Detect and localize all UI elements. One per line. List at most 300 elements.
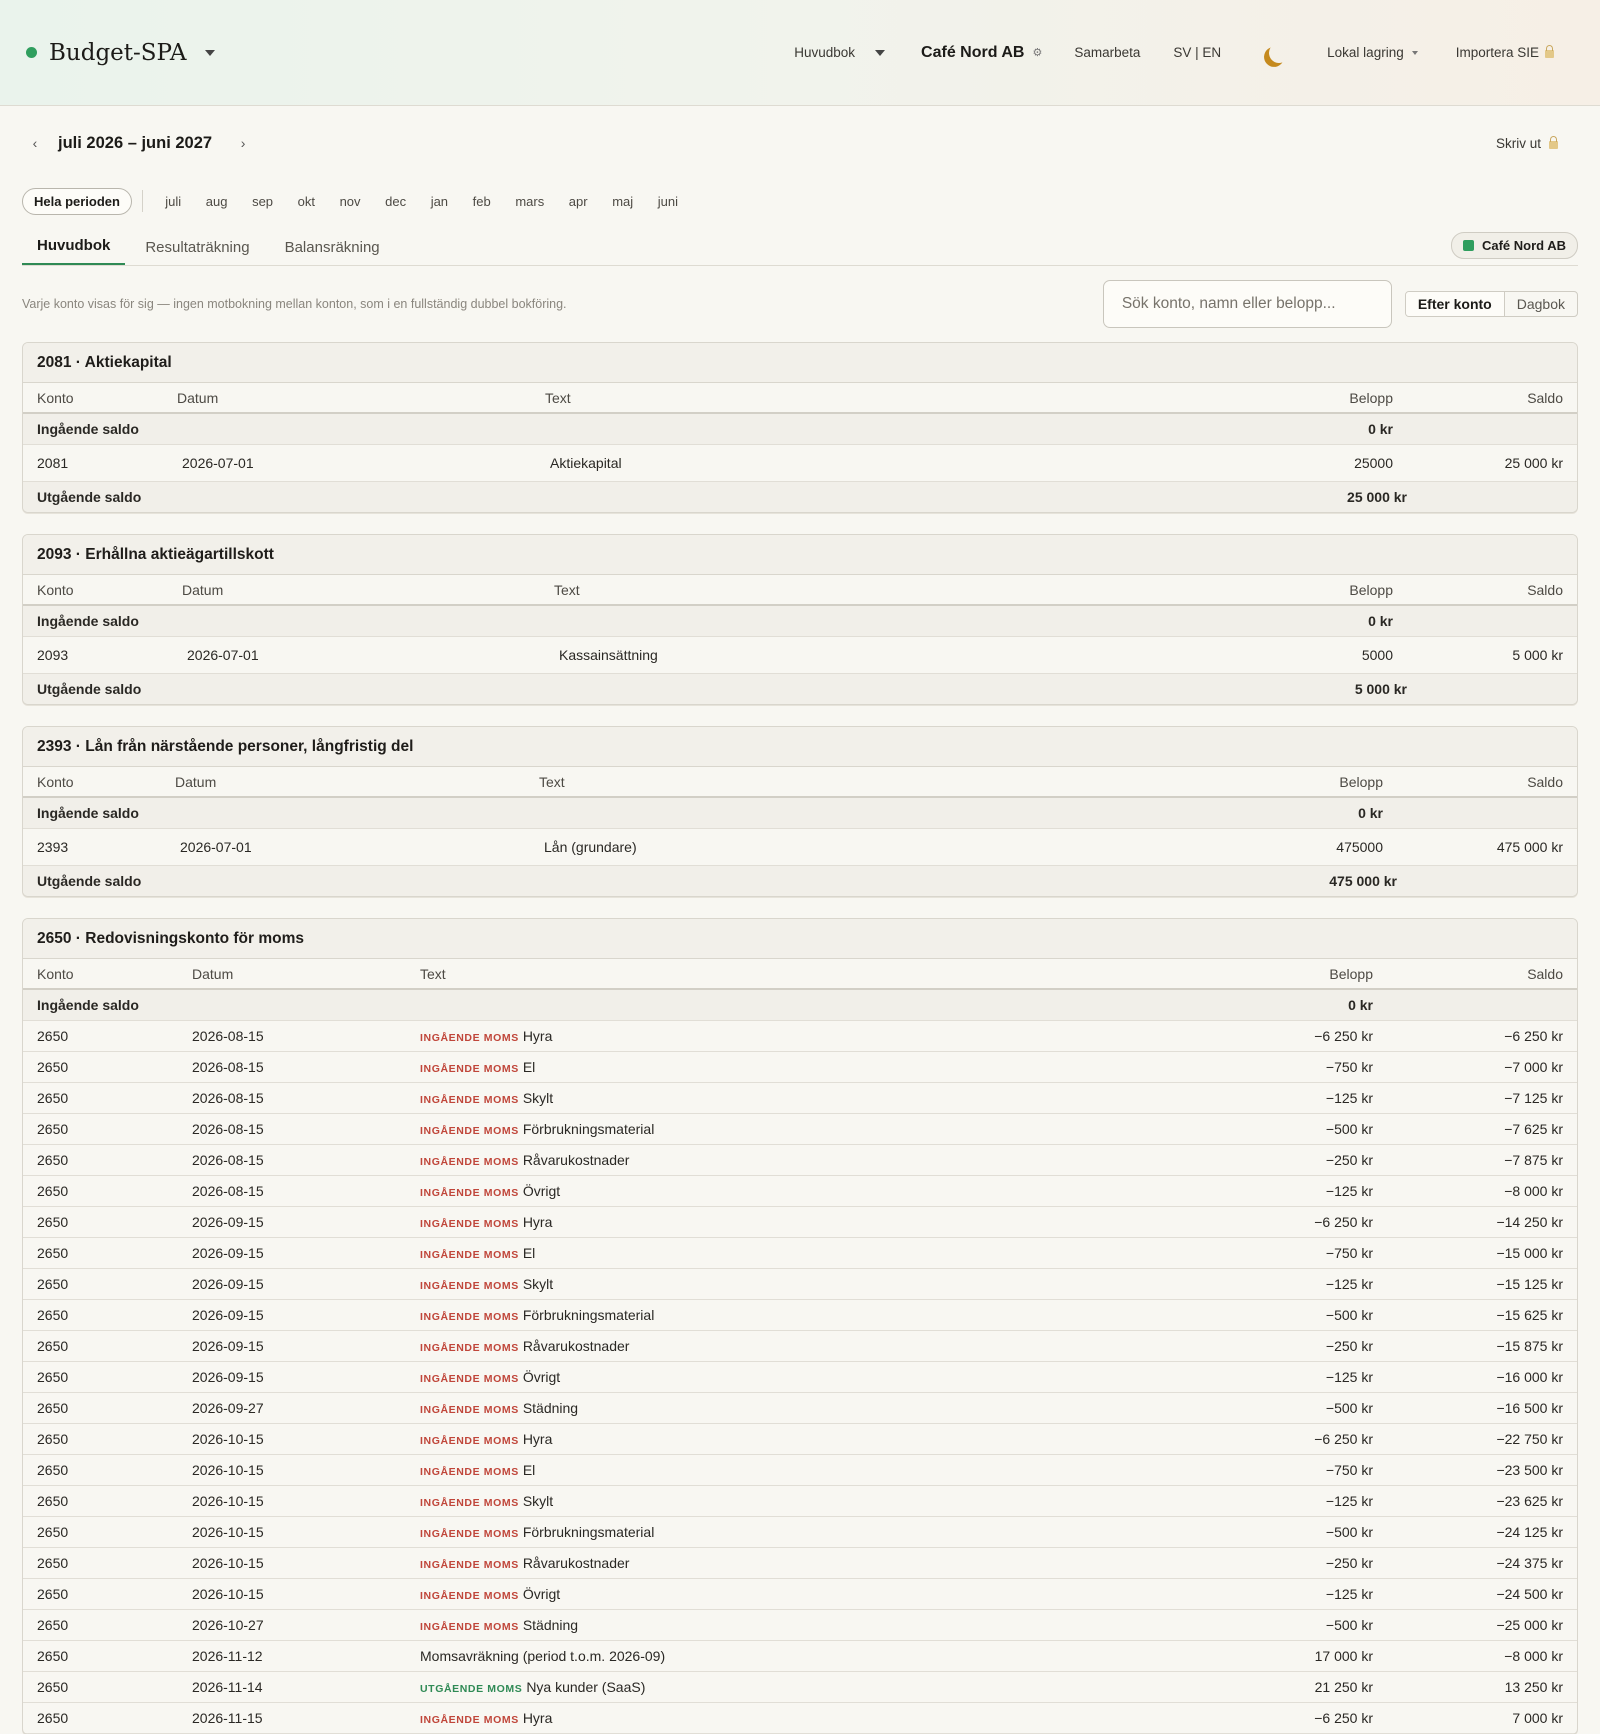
opening-balance-label: Ingående saldo xyxy=(23,797,1247,828)
column-datum[interactable]: Datum xyxy=(161,767,525,797)
opening-balance-value: 0 kr xyxy=(1247,797,1397,828)
account-card xyxy=(22,918,1578,1734)
empty-cell xyxy=(1407,605,1577,636)
cell-konto: 2650 xyxy=(23,1516,178,1547)
input-vat-tag: INGÅENDE MOMS xyxy=(420,1372,519,1385)
cell-konto: 2650 xyxy=(23,1206,178,1237)
cell-saldo: 13 250 kr xyxy=(1387,1671,1577,1702)
cell-datum: 2026-08-15 xyxy=(178,1113,406,1144)
cell-konto: 2650 xyxy=(23,1671,178,1702)
month-filter-all[interactable]: Hela perioden xyxy=(22,188,132,215)
cell-text-value: Aktiekapital xyxy=(550,454,622,471)
cell-text xyxy=(406,1082,1237,1113)
cell-text-value: Städning xyxy=(522,1616,579,1633)
cell-text-value: Övrigt xyxy=(522,1368,561,1385)
cell-text-value: Hyra xyxy=(522,1027,553,1044)
cell-saldo: −15 125 kr xyxy=(1387,1268,1577,1299)
company-badge[interactable] xyxy=(1451,232,1578,259)
cell-datum: 2026-10-15 xyxy=(178,1516,406,1547)
input-vat-tag: INGÅENDE MOMS xyxy=(420,1465,519,1478)
cell-belopp: −750 kr xyxy=(1237,1237,1387,1268)
cell-konto: 2650 xyxy=(23,1020,178,1051)
table-row[interactable] xyxy=(23,1268,1577,1299)
table-row[interactable] xyxy=(23,1516,1577,1547)
cell-datum: 2026-09-27 xyxy=(178,1392,406,1423)
input-vat-tag: INGÅENDE MOMS xyxy=(420,1496,519,1509)
lock-icon xyxy=(1549,141,1558,149)
cell-text xyxy=(540,636,1257,673)
cell-belopp: −500 kr xyxy=(1237,1609,1387,1640)
cell-text-value: El xyxy=(522,1461,536,1478)
ledger-table xyxy=(23,959,1577,1734)
month-filter-item[interactable]: dec xyxy=(385,193,407,209)
cell-datum: 2026-08-15 xyxy=(178,1051,406,1082)
cell-text-value: Övrigt xyxy=(522,1182,561,1199)
cell-saldo: −7 875 kr xyxy=(1387,1144,1577,1175)
empty-cell xyxy=(1407,413,1577,444)
cell-belopp: −500 kr xyxy=(1237,1516,1387,1547)
cell-text-value: Råvarukostnader xyxy=(522,1337,630,1354)
brand[interactable] xyxy=(26,40,215,66)
month-filter-item[interactable]: okt xyxy=(297,193,315,209)
cell-text xyxy=(406,1423,1237,1454)
cell-konto: 2650 xyxy=(23,1237,178,1268)
input-vat-tag: INGÅENDE MOMS xyxy=(420,1341,519,1354)
cell-belopp: −125 kr xyxy=(1237,1268,1387,1299)
cell-text-value: Kassainsättning xyxy=(559,646,658,663)
ledger-toolbar xyxy=(22,266,1578,342)
month-filter-item[interactable]: apr xyxy=(568,193,588,209)
table-row[interactable] xyxy=(23,1082,1577,1113)
cell-belopp: 21 250 kr xyxy=(1237,1671,1387,1702)
next-period-button[interactable]: › xyxy=(240,135,246,151)
cell-saldo: −16 500 kr xyxy=(1387,1392,1577,1423)
cell-saldo: −15 625 kr xyxy=(1387,1299,1577,1330)
column-saldo[interactable]: Saldo xyxy=(1397,767,1577,797)
company-name: Café Nord AB xyxy=(921,43,1025,61)
table-row[interactable] xyxy=(23,1640,1577,1671)
column-konto[interactable]: Konto xyxy=(23,767,161,797)
cell-belopp: −6 250 kr xyxy=(1237,1206,1387,1237)
cell-datum: 2026-08-15 xyxy=(178,1175,406,1206)
cell-saldo: −7 000 kr xyxy=(1387,1051,1577,1082)
empty-cell xyxy=(1387,989,1577,1020)
storage-select[interactable] xyxy=(1327,45,1418,60)
storage-label: Lokal lagring xyxy=(1327,45,1404,60)
cell-belopp: 475000 xyxy=(1247,828,1397,865)
table-row[interactable] xyxy=(23,1702,1577,1733)
month-filter-item[interactable]: sep xyxy=(252,193,274,209)
cell-konto: 2650 xyxy=(23,1268,178,1299)
input-vat-tag: INGÅENDE MOMS xyxy=(420,1558,519,1571)
cell-konto: 2650 xyxy=(23,1454,178,1485)
cell-datum: 2026-08-15 xyxy=(178,1020,406,1051)
cell-belopp: −250 kr xyxy=(1237,1547,1387,1578)
output-vat-tag: UTGÅENDE MOMS xyxy=(420,1682,523,1695)
month-filter-item[interactable]: mars xyxy=(515,193,545,209)
cell-text-value: Råvarukostnader xyxy=(522,1151,630,1168)
cell-text xyxy=(531,444,1257,481)
cell-datum: 2026-07-01 xyxy=(168,636,540,673)
table-row[interactable] xyxy=(23,1144,1577,1175)
period-navigator xyxy=(22,106,1578,180)
cell-konto: 2650 xyxy=(23,1640,178,1671)
cell-belopp: −750 kr xyxy=(1237,1454,1387,1485)
cell-belopp: −6 250 kr xyxy=(1237,1423,1387,1454)
cell-text xyxy=(406,1113,1237,1144)
cell-datum: 2026-10-15 xyxy=(178,1423,406,1454)
account-card xyxy=(22,534,1578,705)
closing-balance-row xyxy=(23,865,1577,896)
cell-text xyxy=(406,1206,1237,1237)
table-row[interactable] xyxy=(23,1020,1577,1051)
input-vat-tag: INGÅENDE MOMS xyxy=(420,1093,519,1106)
month-filter-item[interactable]: maj xyxy=(612,193,634,209)
cell-saldo: −8 000 kr xyxy=(1387,1175,1577,1206)
table-row[interactable] xyxy=(23,1175,1577,1206)
cell-datum: 2026-11-14 xyxy=(178,1671,406,1702)
previous-period-button[interactable]: ‹ xyxy=(32,135,38,151)
opening-balance-label: Ingående saldo xyxy=(23,413,1257,444)
cell-konto: 2081 xyxy=(23,444,163,481)
input-vat-tag: INGÅENDE MOMS xyxy=(420,1279,519,1292)
input-vat-tag: INGÅENDE MOMS xyxy=(420,1434,519,1447)
month-filter-item[interactable]: jan xyxy=(430,193,449,209)
input-vat-tag: INGÅENDE MOMS xyxy=(420,1713,519,1726)
cell-text xyxy=(406,1392,1237,1423)
account-card xyxy=(22,726,1578,897)
cell-saldo: 25 000 kr xyxy=(1407,444,1577,481)
cell-datum: 2026-11-12 xyxy=(178,1640,406,1671)
opening-balance-label: Ingående saldo xyxy=(23,605,1257,636)
cell-belopp: −750 kr xyxy=(1237,1051,1387,1082)
input-vat-tag: INGÅENDE MOMS xyxy=(420,1527,519,1540)
input-vat-tag: INGÅENDE MOMS xyxy=(420,1248,519,1261)
opening-balance-label: Ingående saldo xyxy=(23,989,1237,1020)
cell-text-value: Övrigt xyxy=(522,1585,561,1602)
company-color-icon xyxy=(1463,240,1474,251)
gear-icon[interactable]: ⚙ xyxy=(1032,47,1043,59)
ledger-table xyxy=(23,575,1577,704)
language-toggle[interactable]: SV | EN xyxy=(1173,45,1222,60)
cell-text-value: Momsavräkning (period t.o.m. 2026-09) xyxy=(420,1647,666,1664)
cell-text xyxy=(406,1361,1237,1392)
table-row[interactable] xyxy=(23,1361,1577,1392)
cell-saldo: 5 000 kr xyxy=(1407,636,1577,673)
app-name: Budget-SPA xyxy=(49,39,187,66)
cell-belopp: −125 kr xyxy=(1237,1082,1387,1113)
moon-icon xyxy=(1266,40,1292,66)
cell-konto: 2650 xyxy=(23,1175,178,1206)
table-row[interactable] xyxy=(23,1578,1577,1609)
cell-text xyxy=(406,1547,1237,1578)
table-row[interactable] xyxy=(23,1113,1577,1144)
cell-belopp: −125 kr xyxy=(1237,1175,1387,1206)
table-row[interactable] xyxy=(23,1423,1577,1454)
import-sie-label: Importera SIE xyxy=(1455,45,1539,60)
table-row[interactable] xyxy=(23,1454,1577,1485)
table-row[interactable] xyxy=(23,1392,1577,1423)
cell-text xyxy=(525,828,1247,865)
table-row[interactable] xyxy=(23,1299,1577,1330)
cell-konto: 2650 xyxy=(23,1578,178,1609)
ledger-select-label: Huvudbok xyxy=(794,45,856,60)
empty-cell xyxy=(1397,797,1577,828)
empty-cell xyxy=(1407,481,1577,512)
closing-balance-label: Utgående saldo xyxy=(23,673,1257,704)
print-label: Skriv ut xyxy=(1495,135,1541,151)
month-filter-item[interactable]: aug xyxy=(205,193,228,209)
cell-datum: 2026-09-15 xyxy=(178,1268,406,1299)
cell-konto: 2650 xyxy=(23,1144,178,1175)
cell-saldo: −15 000 kr xyxy=(1387,1237,1577,1268)
account-list xyxy=(22,342,1578,1734)
tab-huvudbok[interactable]: Huvudbok xyxy=(22,237,125,265)
opening-balance-row xyxy=(23,413,1577,444)
cell-saldo: −23 500 kr xyxy=(1387,1454,1577,1485)
cell-saldo: −22 750 kr xyxy=(1387,1423,1577,1454)
cell-datum: 2026-10-15 xyxy=(178,1454,406,1485)
opening-balance-row xyxy=(23,989,1577,1020)
table-header-row xyxy=(23,767,1577,797)
cell-saldo: −24 500 kr xyxy=(1387,1578,1577,1609)
divider xyxy=(142,190,143,212)
cell-text xyxy=(406,1237,1237,1268)
tab-resultatrakning[interactable]: Resultaträkning xyxy=(145,239,250,256)
input-vat-tag: INGÅENDE MOMS xyxy=(420,1124,519,1137)
cell-saldo: −7 125 kr xyxy=(1387,1082,1577,1113)
opening-balance-value: 0 kr xyxy=(1257,605,1407,636)
column-datum[interactable]: Datum xyxy=(168,575,540,605)
ledger-table xyxy=(23,767,1577,896)
column-belopp[interactable]: Belopp xyxy=(1257,383,1407,413)
lock-icon xyxy=(1545,50,1554,58)
search-input[interactable] xyxy=(1103,280,1392,328)
ledger-note: Varje konto visas för sig — ingen motbokning mellan konton, som i en fullständig dubbel bokföring. xyxy=(22,297,567,311)
account-title[interactable]: 2393 · Lån från närstående personer, långfristig del xyxy=(23,727,1577,767)
table-row[interactable] xyxy=(23,444,1577,481)
cell-datum: 2026-09-15 xyxy=(178,1361,406,1392)
cell-text-value: Nya kunder (SaaS) xyxy=(526,1678,646,1695)
cell-konto: 2650 xyxy=(23,1299,178,1330)
cell-datum: 2026-10-15 xyxy=(178,1578,406,1609)
closing-balance-label: Utgående saldo xyxy=(23,865,1247,896)
input-vat-tag: INGÅENDE MOMS xyxy=(420,1031,519,1044)
table-row[interactable] xyxy=(23,1609,1577,1640)
cell-text-value: Förbrukningsmaterial xyxy=(522,1306,655,1323)
cell-text-value: El xyxy=(522,1058,536,1075)
cell-datum: 2026-10-15 xyxy=(178,1547,406,1578)
column-text[interactable]: Text xyxy=(531,383,1257,413)
print-button[interactable] xyxy=(1496,136,1558,151)
opening-balance-value: 0 kr xyxy=(1257,413,1407,444)
chevron-down-icon xyxy=(1412,51,1418,55)
report-tabs xyxy=(22,222,1578,266)
cell-belopp: −6 250 kr xyxy=(1237,1020,1387,1051)
cell-belopp: 17 000 kr xyxy=(1237,1640,1387,1671)
cell-belopp: 5000 xyxy=(1257,636,1407,673)
table-row[interactable] xyxy=(23,1051,1577,1082)
top-nav xyxy=(794,43,1574,63)
cell-saldo: −8 000 kr xyxy=(1387,1640,1577,1671)
view-by-account-button[interactable]: Efter konto xyxy=(1406,292,1505,316)
table-row[interactable] xyxy=(23,1237,1577,1268)
column-saldo[interactable]: Saldo xyxy=(1387,959,1577,989)
table-header-row xyxy=(23,383,1577,413)
closing-balance-value: 25 000 kr xyxy=(1257,481,1407,512)
cell-konto: 2650 xyxy=(23,1547,178,1578)
cell-datum: 2026-09-15 xyxy=(178,1206,406,1237)
cell-text xyxy=(406,1020,1237,1051)
cell-text xyxy=(406,1175,1237,1206)
cell-konto: 2650 xyxy=(23,1113,178,1144)
closing-balance-value: 5 000 kr xyxy=(1257,673,1407,704)
cell-datum: 2026-09-15 xyxy=(178,1299,406,1330)
cell-text-value: El xyxy=(522,1244,536,1261)
closing-balance-value: 475 000 kr xyxy=(1247,865,1397,896)
month-filter-item[interactable]: feb xyxy=(472,193,491,209)
cell-belopp: −250 kr xyxy=(1237,1330,1387,1361)
table-row[interactable] xyxy=(23,828,1577,865)
table-header-row xyxy=(23,575,1577,605)
cell-konto: 2650 xyxy=(23,1361,178,1392)
period-label: juli 2026 – juni 2027 xyxy=(58,133,213,152)
table-row[interactable] xyxy=(23,1330,1577,1361)
column-belopp[interactable]: Belopp xyxy=(1257,575,1407,605)
cell-konto: 2650 xyxy=(23,1082,178,1113)
cell-saldo: 475 000 kr xyxy=(1397,828,1577,865)
main-content xyxy=(0,106,1600,1734)
view-toggle xyxy=(1405,291,1578,317)
column-saldo[interactable]: Saldo xyxy=(1407,383,1577,413)
column-konto[interactable]: Konto xyxy=(23,959,178,989)
month-filter xyxy=(22,180,1578,222)
opening-balance-value: 0 kr xyxy=(1237,989,1387,1020)
column-text[interactable]: Text xyxy=(540,575,1257,605)
input-vat-tag: INGÅENDE MOMS xyxy=(420,1589,519,1602)
cell-text-value: Skylt xyxy=(522,1275,554,1292)
cell-konto: 2650 xyxy=(23,1485,178,1516)
cell-konto: 2650 xyxy=(23,1392,178,1423)
cell-text xyxy=(406,1640,1237,1671)
cell-konto: 2650 xyxy=(23,1330,178,1361)
cell-text xyxy=(406,1330,1237,1361)
account-card xyxy=(22,342,1578,513)
input-vat-tag: INGÅENDE MOMS xyxy=(420,1310,519,1323)
cell-saldo: −25 000 kr xyxy=(1387,1609,1577,1640)
company-switcher[interactable] xyxy=(921,44,1042,62)
cell-konto: 2650 xyxy=(23,1702,178,1733)
cell-text xyxy=(406,1516,1237,1547)
cell-saldo: −14 250 kr xyxy=(1387,1206,1577,1237)
ledger-table xyxy=(23,383,1577,512)
cell-datum: 2026-08-15 xyxy=(178,1144,406,1175)
chevron-down-icon xyxy=(875,50,885,56)
cell-saldo: −16 000 kr xyxy=(1387,1361,1577,1392)
cell-konto: 2650 xyxy=(23,1423,178,1454)
theme-toggle[interactable] xyxy=(1263,43,1283,63)
month-filter-item[interactable]: juni xyxy=(657,193,678,209)
cell-text xyxy=(406,1702,1237,1733)
cell-saldo: 7 000 kr xyxy=(1387,1702,1577,1733)
account-title[interactable]: 2093 · Erhållna aktieägartillskott xyxy=(23,535,1577,575)
account-title[interactable]: 2081 · Aktiekapital xyxy=(23,343,1577,383)
table-row[interactable] xyxy=(23,636,1577,673)
table-row[interactable] xyxy=(23,1206,1577,1237)
cell-text-value: Lån (grundare) xyxy=(544,838,637,855)
input-vat-tag: INGÅENDE MOMS xyxy=(420,1186,519,1199)
closing-balance-label: Utgående saldo xyxy=(23,481,1257,512)
cell-belopp: −125 kr xyxy=(1237,1485,1387,1516)
cell-belopp: −250 kr xyxy=(1237,1144,1387,1175)
chevron-down-icon[interactable] xyxy=(205,50,215,56)
cell-konto: 2650 xyxy=(23,1609,178,1640)
cell-belopp: 25000 xyxy=(1257,444,1407,481)
cell-datum: 2026-11-15 xyxy=(178,1702,406,1733)
column-saldo[interactable]: Saldo xyxy=(1407,575,1577,605)
cell-datum: 2026-07-01 xyxy=(163,444,531,481)
input-vat-tag: INGÅENDE MOMS xyxy=(420,1217,519,1230)
column-datum[interactable]: Datum xyxy=(163,383,531,413)
cell-datum: 2026-07-01 xyxy=(161,828,525,865)
cell-belopp: −500 kr xyxy=(1237,1113,1387,1144)
cell-text xyxy=(406,1454,1237,1485)
column-datum[interactable]: Datum xyxy=(178,959,406,989)
table-row[interactable] xyxy=(23,1547,1577,1578)
column-text[interactable]: Text xyxy=(406,959,1237,989)
table-row[interactable] xyxy=(23,1671,1577,1702)
cell-text-value: Städning xyxy=(522,1399,579,1416)
tab-balansrakning[interactable]: Balansräkning xyxy=(284,239,380,256)
cell-text xyxy=(406,1578,1237,1609)
empty-cell xyxy=(1407,673,1577,704)
column-konto[interactable]: Konto xyxy=(23,575,168,605)
cell-text xyxy=(406,1268,1237,1299)
cell-text xyxy=(406,1671,1237,1702)
month-filter-item[interactable]: nov xyxy=(339,193,361,209)
closing-balance-row xyxy=(23,673,1577,704)
cell-datum: 2026-08-15 xyxy=(178,1082,406,1113)
collaborate-link[interactable]: Samarbeta xyxy=(1074,45,1141,60)
cell-saldo: −24 125 kr xyxy=(1387,1516,1577,1547)
top-bar xyxy=(0,0,1600,106)
column-belopp[interactable]: Belopp xyxy=(1247,767,1397,797)
closing-balance-row xyxy=(23,481,1577,512)
cell-datum: 2026-09-15 xyxy=(178,1237,406,1268)
cell-text-value: Hyra xyxy=(522,1213,553,1230)
ledger-select[interactable] xyxy=(794,45,885,60)
cell-text xyxy=(406,1144,1237,1175)
column-text[interactable]: Text xyxy=(525,767,1247,797)
import-sie-button[interactable] xyxy=(1456,45,1554,60)
cell-text-value: Skylt xyxy=(522,1089,554,1106)
column-konto[interactable]: Konto xyxy=(23,383,163,413)
cell-datum: 2026-10-15 xyxy=(178,1485,406,1516)
month-filter-item[interactable]: juli xyxy=(165,193,182,209)
empty-cell xyxy=(1397,865,1577,896)
cell-text xyxy=(406,1485,1237,1516)
cell-belopp: −125 kr xyxy=(1237,1578,1387,1609)
cell-konto: 2650 xyxy=(23,1051,178,1082)
cell-saldo: −7 625 kr xyxy=(1387,1113,1577,1144)
input-vat-tag: INGÅENDE MOMS xyxy=(420,1620,519,1633)
account-title[interactable]: 2650 · Redovisningskonto för moms xyxy=(23,919,1577,959)
view-journal-button[interactable]: Dagbok xyxy=(1516,296,1565,312)
table-row[interactable] xyxy=(23,1485,1577,1516)
table-header-row xyxy=(23,959,1577,989)
column-belopp[interactable]: Belopp xyxy=(1237,959,1387,989)
cell-text xyxy=(406,1051,1237,1082)
